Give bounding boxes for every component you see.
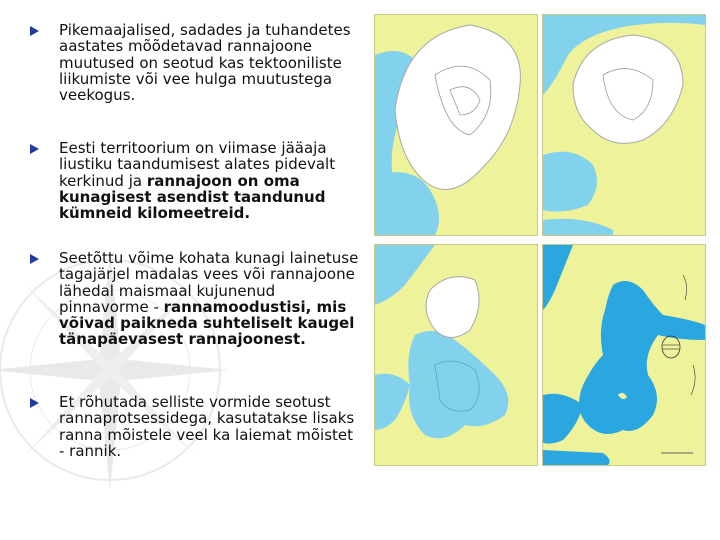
bullet-arrow-icon [30, 254, 39, 264]
bullet-text: Pikemaajalised, sadades ja tuhandetes aastates mõõdetavad rannajoone muutused on seotud kas tektooniliste liikumiste või vee hulga muutustega veekogus. [59, 21, 351, 105]
bullet-text: Et rõhutada selliste vormide seotust rannaprotsessidega, kasutatakse lisaks ranna mõistele veel ka laiemat mõistet - rannik. [59, 393, 355, 460]
bullet-arrow-icon [30, 398, 39, 408]
bullet-text: Eesti territoorium on viimase jääaja liustiku taandumisest alates pidevalt kerkinud ja rannajoon on oma kunagisest asendist taandunud kümneid kilomeetreid. [59, 139, 336, 223]
map-present-day-baltic [542, 244, 706, 466]
bullet-arrow-icon [30, 144, 39, 154]
bullet-arrow-icon [30, 26, 39, 36]
map-ice-retreat-stage-2 [374, 244, 538, 466]
map-ice-retreat-stage-1 [542, 14, 706, 236]
map-ice-sheet-maximum [374, 14, 538, 236]
bullet-text: Seetõttu võime kohata kunagi lainetuse tagajärjel madalas vees või rannajoone lähedal maismaal kujunenud pinnavorme - rannamoodustisi, mis võivad paikneda suhteliselt kaugel tänapäevasest rannajoonest. [59, 249, 359, 349]
